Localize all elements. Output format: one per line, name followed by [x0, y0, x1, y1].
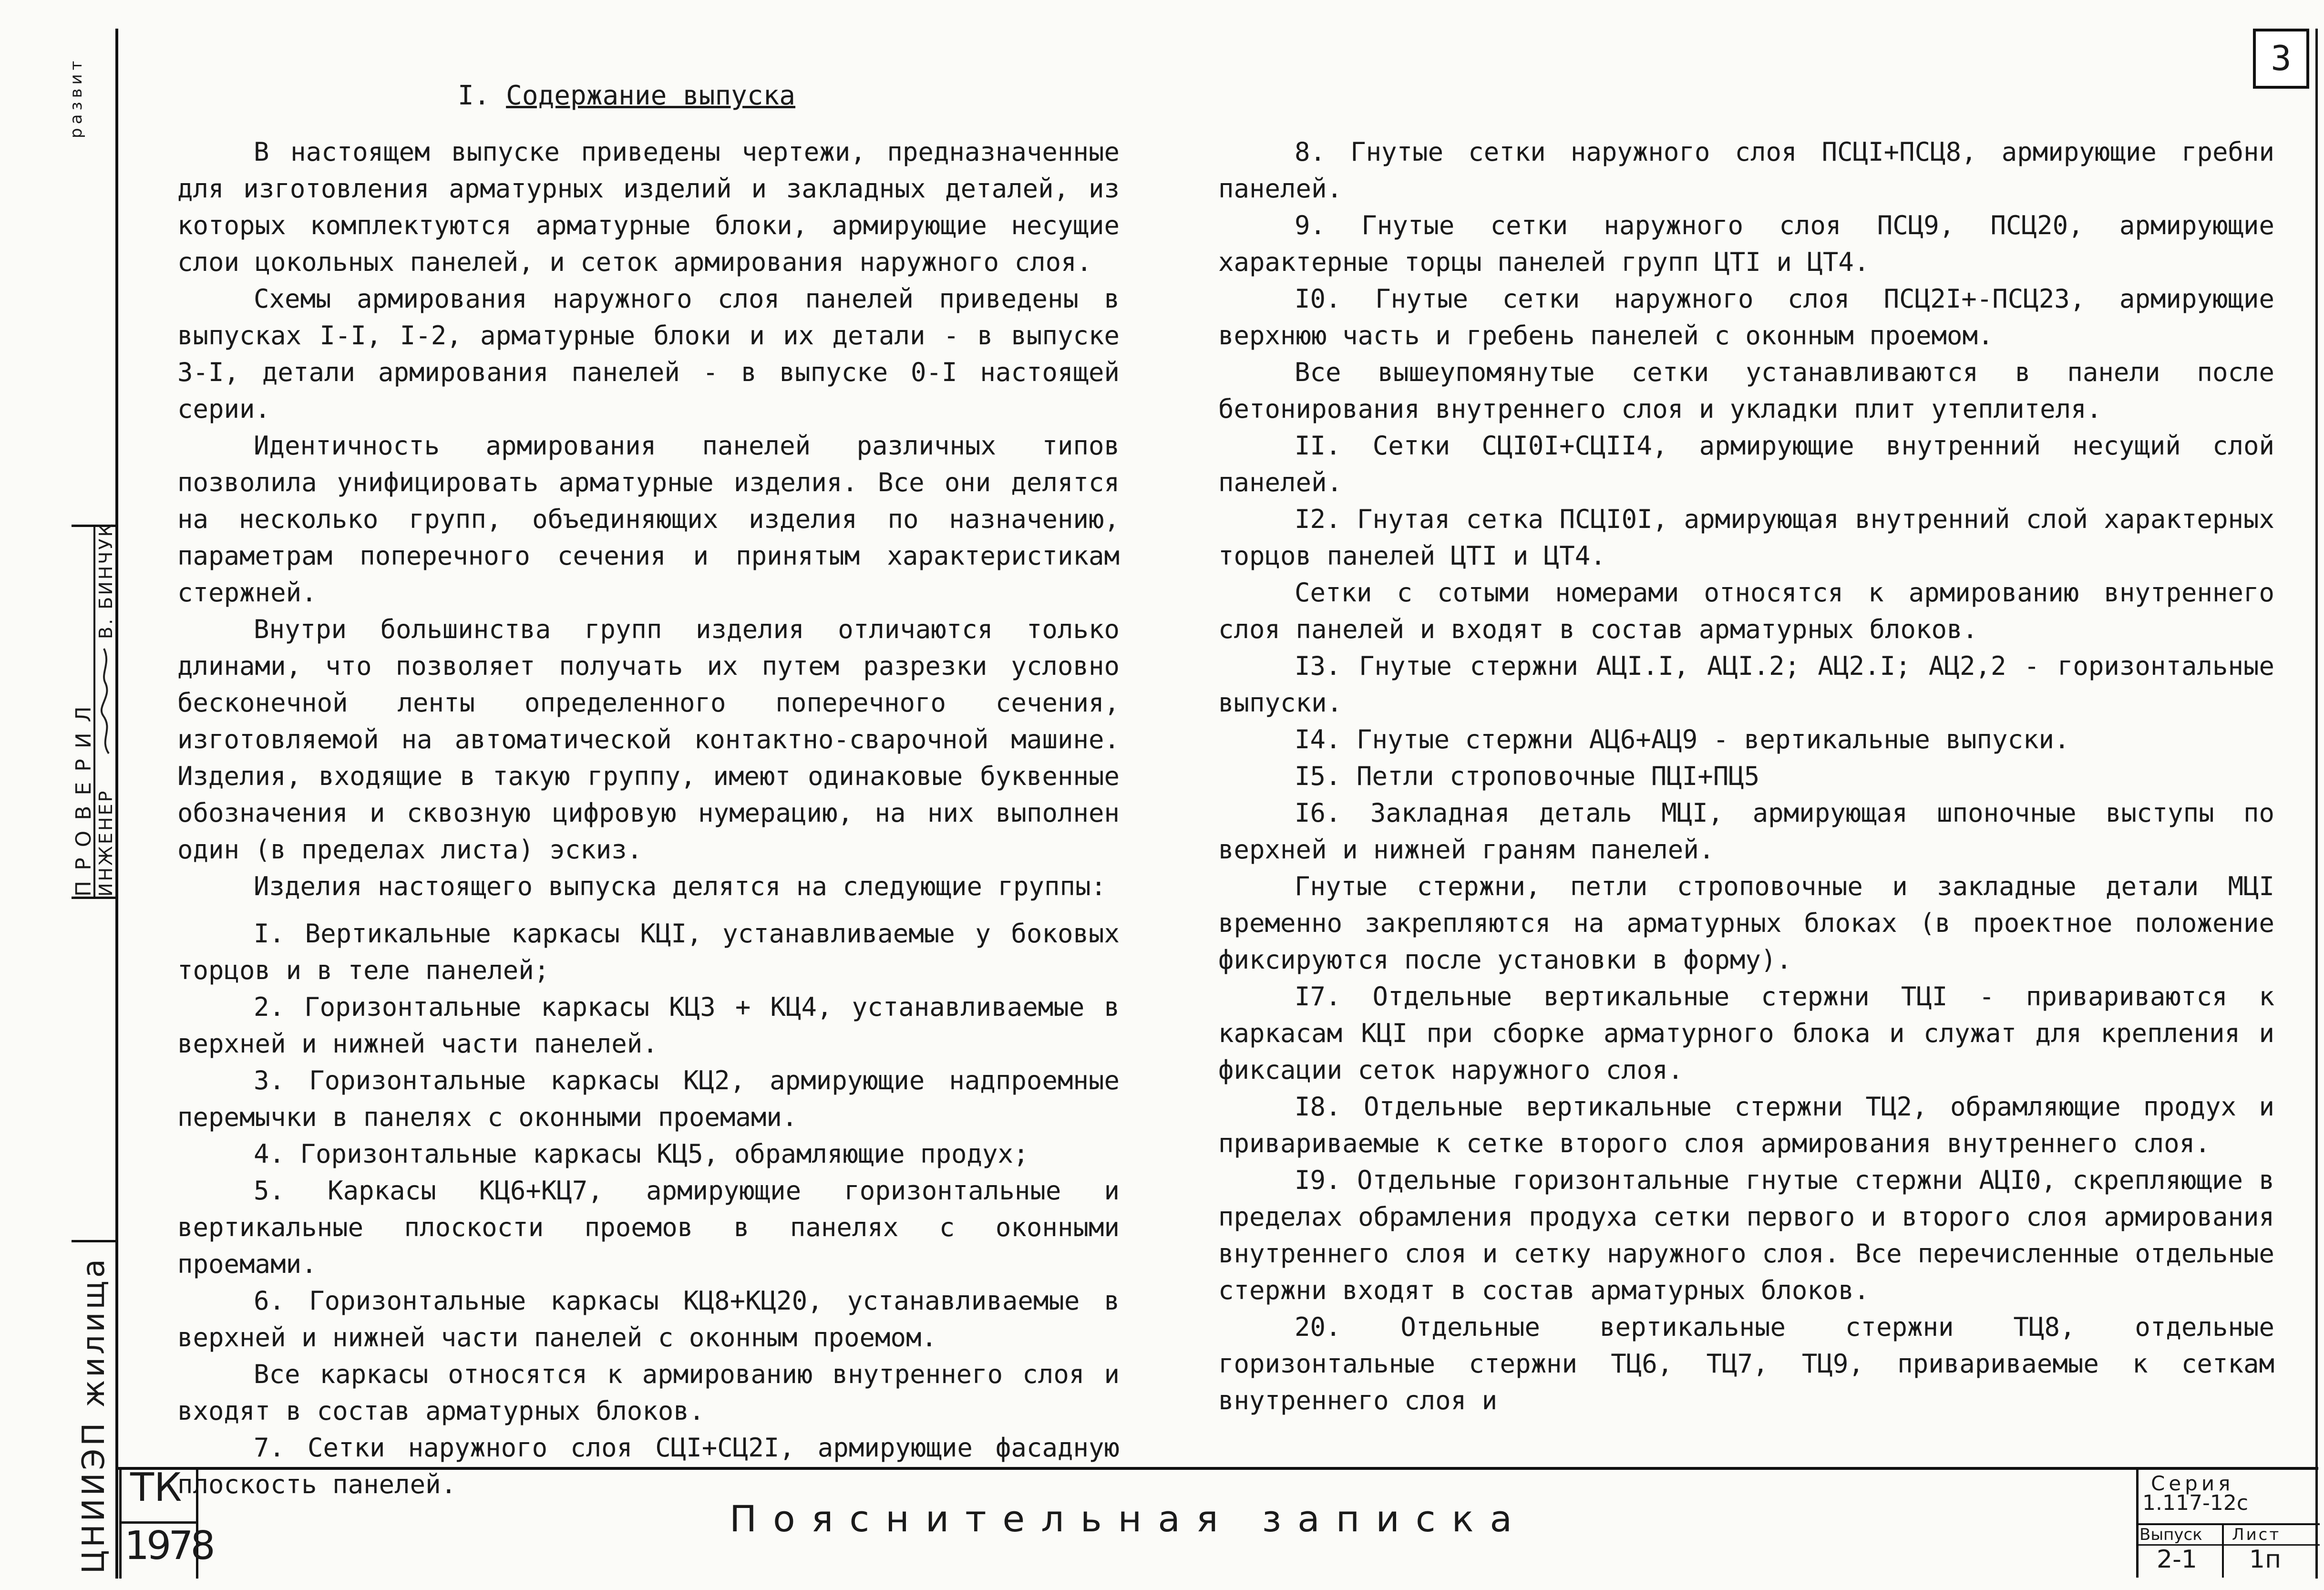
list-item: II. Сетки СЦI0I+СЦII4, армирующие внутренний несущий слой панелей. — [1218, 431, 2274, 497]
paragraph: Внутри большинства групп изделия отличаются только длинами, что позволяет получать их путем разрезки условно бесконечной ленты определенного поперечного сечения, изготовляемой на автоматической контактно-сварочной машине. Изделия, входящие в такую группу, имеют одинаковые буквенные обозначения и сквозную цифровую нумерацию, на них выполнен один (в пределах листа) эскиз. — [177, 614, 1120, 865]
stamp-separator-3 — [72, 1240, 115, 1242]
stamp-engineer-name: В. БИНЧУК — [95, 522, 116, 639]
section-heading — [458, 80, 795, 111]
list-item: 7. Сетки наружного слоя СЦI+СЦ2I, армирующие фасадную плоскость панелей. — [177, 1433, 1120, 1499]
paragraph: Все вышеупомянутые сетки устанавливаются в панели после бетонирования внутреннего слоя и укладки плит утеплителя. — [1218, 357, 2274, 424]
document-title: Пояснительная записка — [730, 1497, 1529, 1540]
tk-label: ТК — [130, 1465, 182, 1510]
list-item: 2. Горизонтальные каркасы КЦ3 + КЦ4, устанавливаемые в верхней и нижней части панелей. — [177, 992, 1120, 1059]
series-label: Серия — [2151, 1472, 2234, 1495]
issue-sheet-divider — [2222, 1523, 2224, 1578]
stamp-corner-text: развит — [67, 57, 86, 138]
section-number: I. — [458, 80, 490, 111]
list-item: I5. Петли строповочные ПЦI+ПЦ5 — [1295, 761, 1760, 791]
list-item: 5. Каркасы КЦ6+КЦ7, армирующие горизонтальные и вертикальные плоскости проемов в панелях с оконными проемами. — [177, 1176, 1120, 1279]
frame-right-line — [2315, 29, 2318, 1579]
list-item: I7. Отдельные вертикальные стержни ТЦI - привариваются к каркасам КЦI при сборке арматурного блока и служат для крепления и фиксации сеток наружного слоя. — [1218, 981, 2274, 1085]
section-title: Содержание выпуска — [506, 80, 796, 111]
list-item: I6. Закладная деталь МЦI, армирующая шпоночные выступы по верхней и нижней граням панелей. — [1218, 798, 2274, 865]
paragraph: В настоящем выпуске приведены чертежи, предназначенные для изготовления арматурных изделий и закладных деталей, из которых комплектуются арматурные блоки, армирующие несущие слои цокольных панелей, и сеток армирования наружного слоя. — [177, 137, 1120, 277]
sheet-value: 1п — [2249, 1545, 2282, 1574]
stamp-signature — [94, 644, 115, 758]
left-column — [177, 134, 1120, 1503]
list-item: I3. Гнутые стержни АЦI.I, АЦI.2; АЦ2.I; АЦ2,2 - горизонтальные выпуски. — [1218, 651, 2274, 718]
stamp-checked-label: ПРОВЕРИЛ — [72, 696, 96, 897]
paragraph: Все каркасы относятся к армированию внутреннего слоя и входят в состав арматурных блоков. — [177, 1359, 1120, 1426]
list-item: 20. Отдельные вертикальные стержни ТЦ8, отдельные горизонтальные стержни ТЦ6, ТЦ7, ТЦ9, привариваемые к сеткам внутреннего слоя и — [1218, 1312, 2274, 1415]
issue-value: 2-1 — [2157, 1545, 2197, 1574]
list-item: I. Вертикальные каркасы КЦI, устанавливаемые у боковых торцов и в теле панелей; — [177, 919, 1120, 985]
paragraph: Идентичность армирования панелей различных типов позволила унифицировать арматурные изделия. Все они делятся на несколько групп, объединяющих изделия по назначению, параметрам поперечного сечения и принятым характеристикам стержней. — [177, 431, 1120, 608]
tk-year-box — [119, 1465, 213, 1579]
list-item: I9. Отдельные горизонтальные гнутые стержни АЦI0, скрепляющие в пределах обрамления продуха сетки первого и второго слоя армирования внутреннего слоя и сетку наружного слоя. Все перечисленные отдельные стержни входят в состав арматурных блоков. — [1218, 1165, 2274, 1305]
series-value: 1.117-12с — [2142, 1491, 2249, 1515]
series-box — [2136, 1470, 2320, 1578]
right-column — [1218, 134, 2274, 1419]
stamp-separator-2 — [72, 897, 115, 899]
paragraph: Сетки с сотыми номерами относятся к армированию внутреннего слоя панелей и входят в состав арматурных блоков. — [1218, 578, 2274, 644]
list-item: 3. Горизонтальные каркасы КЦ2, армирующие надпроемные перемычки в панелях с оконными проемами. — [177, 1065, 1120, 1132]
paragraph: Гнутые стержни, петли строповочные и закладные детали МЦI временно закрепляются на арматурных блоках (в проектное положение фиксируются после установки в форму). — [1218, 871, 2274, 975]
list-item: I0. Гнутые сетки наружного слоя ПСЦ2I+-ПСЦ23, армирующие верхнюю часть и гребень панелей с оконным проемом. — [1218, 284, 2274, 351]
paragraph: Схемы армирования наружного слоя панелей приведены в выпусках I-I, I-2, арматурные блоки и их детали - в выпуске 3-I, детали армирования панелей - в выпуске 0-I настоящей серии. — [177, 284, 1120, 424]
paragraph: Изделия настоящего выпуска делятся на следующие группы: — [254, 871, 1107, 901]
issue-label: Выпуск — [2139, 1525, 2202, 1544]
stamp-engineer-label: ИНЖЕНЕР — [95, 789, 116, 897]
page-number: 3 — [2253, 29, 2309, 89]
list-item: 6. Горизонтальные каркасы КЦ8+КЦ20, устанавливаемые в верхней и нижней части панелей с оконным проемом. — [177, 1286, 1120, 1353]
list-item: 8. Гнутые сетки наружного слоя ПСЦI+ПСЦ8, армирующие гребни панелей. — [1218, 137, 2274, 204]
year-label: 1978 — [124, 1523, 213, 1569]
list-item: I2. Гнутая сетка ПСЦI0I, армирующая внутренний слой характерных торцов панелей ЦТI и ЦТ4. — [1218, 504, 2274, 571]
list-item: 9. Гнутые сетки наружного слоя ПСЦ9, ПСЦ20, армирующие характерные торцы панелей групп ЦТI и ЦТ4. — [1218, 210, 2274, 277]
list-item: I4. Гнутые стержни АЦ6+АЦ9 - вертикальные выпуски. — [1295, 724, 2070, 754]
list-item: I8. Отдельные вертикальные стержни ТЦ2, обрамляющие продух и привариваемые к сетке второго слоя армирования внутреннего слоя. — [1218, 1092, 2274, 1158]
list-item: 4. Горизонтальные каркасы КЦ5, обрамляющие продух; — [254, 1139, 1029, 1169]
sheet-label: Лист — [2232, 1525, 2281, 1544]
stamp-org: ЦНИИЭП жилища — [76, 1256, 112, 1574]
